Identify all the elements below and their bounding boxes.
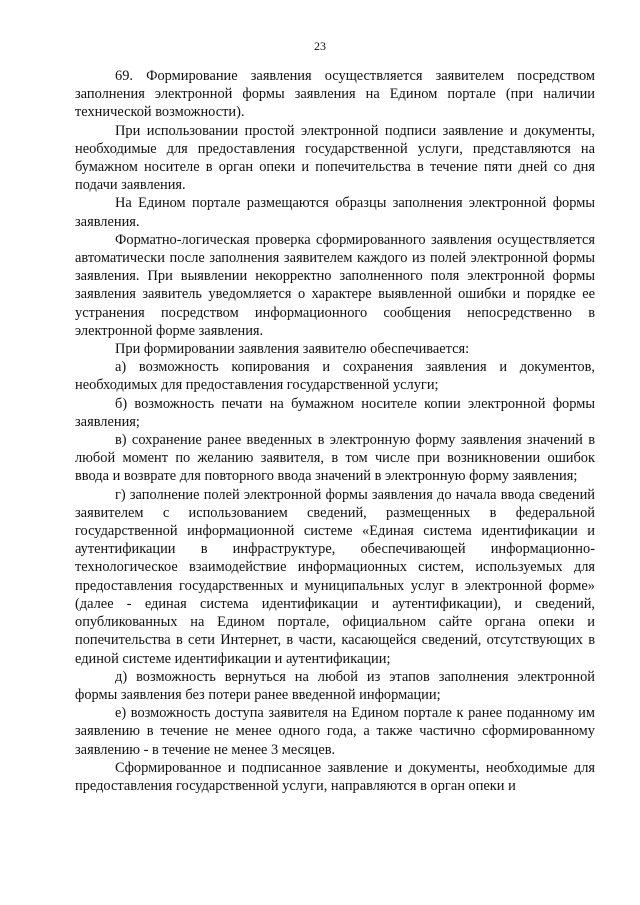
list-item-d: д) возможность вернуться на любой из этапов заполнения электронной формы заявления без потери ранее введенной информации; <box>75 668 595 703</box>
list-item-v: в) сохранение ранее введенных в электронную форму заявления значений в любой момент по желанию заявителя, в том числе при возникновении ошибок ввода и возврате для повторного ввода значений в электронную форму заявления; <box>75 432 595 485</box>
paragraph-electronic-signature: При использовании простой электронной подписи заявление и документы, необходимые для предоставления государственной услуги, представляются на бумажном носителе в орган опеки и попечительства в течение пяти дней со дня подачи заявления. <box>75 122 595 194</box>
paragraph-submission: Сформированное и подписанное заявление и документы, необходимые для предоставления государственной услуги, направляются в орган опеки и <box>75 759 595 794</box>
paragraph-format-check: Форматно-логическая проверка сформированного заявления осуществляется автоматически после заполнения заявителем каждого из полей электронной формы заявления. При выявлении некорректно заполненного поля электронной формы заявления заявитель уведомляется о характере выявленной ошибки и порядке ее устранения посредством информационного сообщения непосредственно в электронной форме заявления. <box>75 231 595 339</box>
paragraph-form-samples: На Едином портале размещаются образцы заполнения электронной формы заявления. <box>75 195 595 230</box>
list-item-a: а) возможность копирования и сохранения заявления и документов, необходимых для предоставления государственной услуги; <box>75 359 595 394</box>
document-body <box>75 67 595 795</box>
list-item-e: е) возможность доступа заявителя на Едином портале к ранее поданному им заявлению в течение не менее одного года, а также частично сформированному заявлению - в течение не менее 3 месяцев. <box>75 705 595 758</box>
list-item-g: г) заполнение полей электронной формы заявления до начала ввода сведений заявителем с использованием сведений, размещенных в федеральной государственной информационной системе «Единая система идентификации и аутентификации в инфраструктуре, обеспечивающей информационно-технологическое взаимодействие информационных систем, используемых для предоставления государственных и муниципальных услуг в электронной форме» (далее - единая система идентификации и аутентификации), и сведений, опубликованных на Едином портале, официальном сайте органа опеки и попечительства в сети Интернет, в части, касающейся сведений, отсутствующих в единой системе идентификации и аутентификации; <box>75 486 595 667</box>
paragraph-69-intro: 69. Формирование заявления осуществляется заявителем посредством заполнения электронной формы заявления на Едином портале (при наличии технической возможности). <box>75 68 595 121</box>
paragraph-provisions-intro: При формировании заявления заявителю обеспечивается: <box>115 341 470 358</box>
list-item-b: б) возможность печати на бумажном носителе копии электронной формы заявления; <box>75 395 595 430</box>
page-number: 23 <box>314 39 326 53</box>
